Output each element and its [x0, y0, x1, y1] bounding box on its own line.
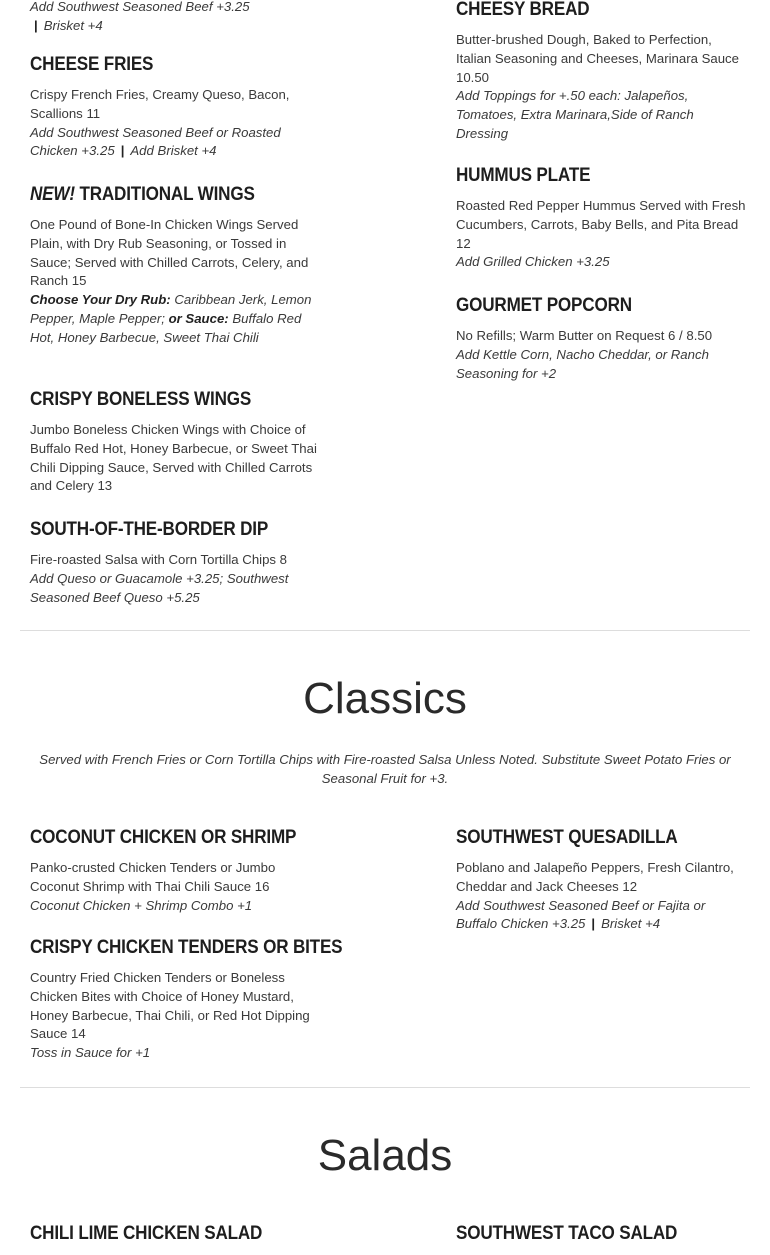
item-description: Poblano and Jalapeño Peppers, Fresh Cilantro, Cheddar and Jack Cheeses 12 [456, 860, 734, 894]
item-description: One Pound of Bone-In Chicken Wings Served Plain, with Dry Rub Seasoning, or Tossed in Sauce; Served with Chilled Carrots, Celery, and Ranch 15 [30, 217, 309, 289]
new-badge: NEW! [30, 184, 75, 205]
item-addon: Add Grilled Chicken +3.25 [456, 254, 610, 270]
item-title: SOUTHWEST TACO SALAD [456, 1223, 678, 1244]
menu-item-chili-lime-chicken-salad [30, 1223, 320, 1255]
item-addon: Coconut Chicken + Shrimp Combo +1 [30, 897, 253, 913]
menu-item-hummus-plate [456, 165, 746, 272]
menu-item-southwest-quesadilla [456, 827, 746, 934]
menu-item-south-of-the-border-dip [30, 519, 320, 607]
item-addon: Add Southwest Seasoned Beef +3.25 [30, 0, 250, 14]
item-addon: | Brisket +4 [34, 17, 103, 33]
item-title: NEW! TRADITIONAL WINGS [30, 184, 255, 205]
menu-item-traditional-wings [30, 184, 320, 348]
menu-item-crispy-chicken-tenders [30, 937, 343, 1063]
top-fragment [30, 0, 320, 36]
menu-item-crispy-boneless-wings [30, 389, 320, 496]
menu-item-cheese-fries [30, 54, 320, 161]
separator: | [120, 143, 125, 159]
section-divider [20, 630, 750, 631]
item-description: Fire-roasted Salsa with Corn Tortilla Chips 8 [30, 552, 288, 567]
item-options: Choose Your Dry Rub: Caribbean Jerk, Lemon Pepper, Maple Pepper; or Sauce: Buffalo Red Hot, Honey Barbecue, Sweet Thai Chili [30, 292, 312, 345]
item-title: COCONUT CHICKEN OR SHRIMP [30, 827, 297, 848]
section-subtitle: Served with French Fries or Corn Tortilla Chips with Fire-roasted Salsa Unless Noted. Substitute Sweet Potato Fries or Seasonal Fruit for +3. [39, 752, 731, 786]
menu-item-cheesy-bread [456, 0, 746, 144]
item-addon: Add Queso or Guacamole +3.25; Southwest Seasoned Beef Queso +5.25 [30, 570, 289, 605]
item-title: CRISPY CHICKEN TENDERS OR BITES [30, 937, 343, 958]
item-description: No Refills; Warm Butter on Request 6 / 8.50 [456, 328, 713, 343]
item-title: CHEESE FRIES [30, 54, 154, 75]
item-title: SOUTHWEST QUESADILLA [456, 827, 678, 848]
item-description: Panko-crusted Chicken Tenders or Jumbo Coconut Shrimp with Thai Chili Sauce 16 [30, 860, 276, 894]
item-description: Butter-brushed Dough, Baked to Perfection, Italian Seasoning and Cheeses, Marinara Sauce 10.50 [456, 32, 739, 85]
item-title: CHILI LIME CHICKEN SALAD [30, 1223, 263, 1244]
section-divider [20, 1087, 750, 1088]
item-title: CHEESY BREAD [456, 0, 590, 20]
menu-item-southwest-taco-salad [456, 1223, 746, 1255]
separator: | [34, 17, 38, 33]
section-heading-classics: Classics [303, 674, 467, 723]
item-addon: Add Southwest Seasoned Beef or Fajita or Buffalo Chicken +3.25 | Brisket +4 [456, 897, 706, 932]
item-addon: Add Toppings for +.50 each: Jalapeños, Tomatoes, Extra Marinara,Side of Ranch Dressing [456, 88, 694, 141]
menu-item-coconut-chicken-or-shrimp [30, 827, 320, 915]
item-description: Jumbo Boneless Chicken Wings with Choice of Buffalo Red Hot, Honey Barbecue, or Sweet Thai Chili Dipping Sauce, Served with Chilled Carrots and Celery 13 [30, 422, 317, 494]
item-title: SOUTH-OF-THE-BORDER DIP [30, 519, 269, 540]
separator: | [591, 916, 596, 932]
item-description: Crispy French Fries, Creamy Queso, Bacon, Scallions 11 [30, 87, 290, 121]
section-heading-salads: Salads [317, 1131, 453, 1180]
menu-item-gourmet-popcorn [456, 295, 746, 383]
item-description: Country Fried Chicken Tenders or Boneless Chicken Bites with Choice of Honey Mustard, Honey Barbecue, Thai Chili, or Red Hot Dipping Sauce 14 [30, 970, 310, 1042]
item-addon: Toss in Sauce for +1 [30, 1045, 151, 1061]
item-addon: Add Southwest Seasoned Beef or Roasted Chicken +3.25 | Add Brisket +4 [30, 124, 281, 159]
item-addon: Add Kettle Corn, Nacho Cheddar, or Ranch Seasoning for +2 [456, 346, 709, 381]
item-title: HUMMUS PLATE [456, 165, 591, 186]
item-description: Roasted Red Pepper Hummus Served with Fresh Cucumbers, Carrots, Baby Bells, and Pita Bread 12 [456, 198, 746, 251]
item-title: CRISPY BONELESS WINGS [30, 389, 252, 410]
item-title: GOURMET POPCORN [456, 295, 632, 316]
